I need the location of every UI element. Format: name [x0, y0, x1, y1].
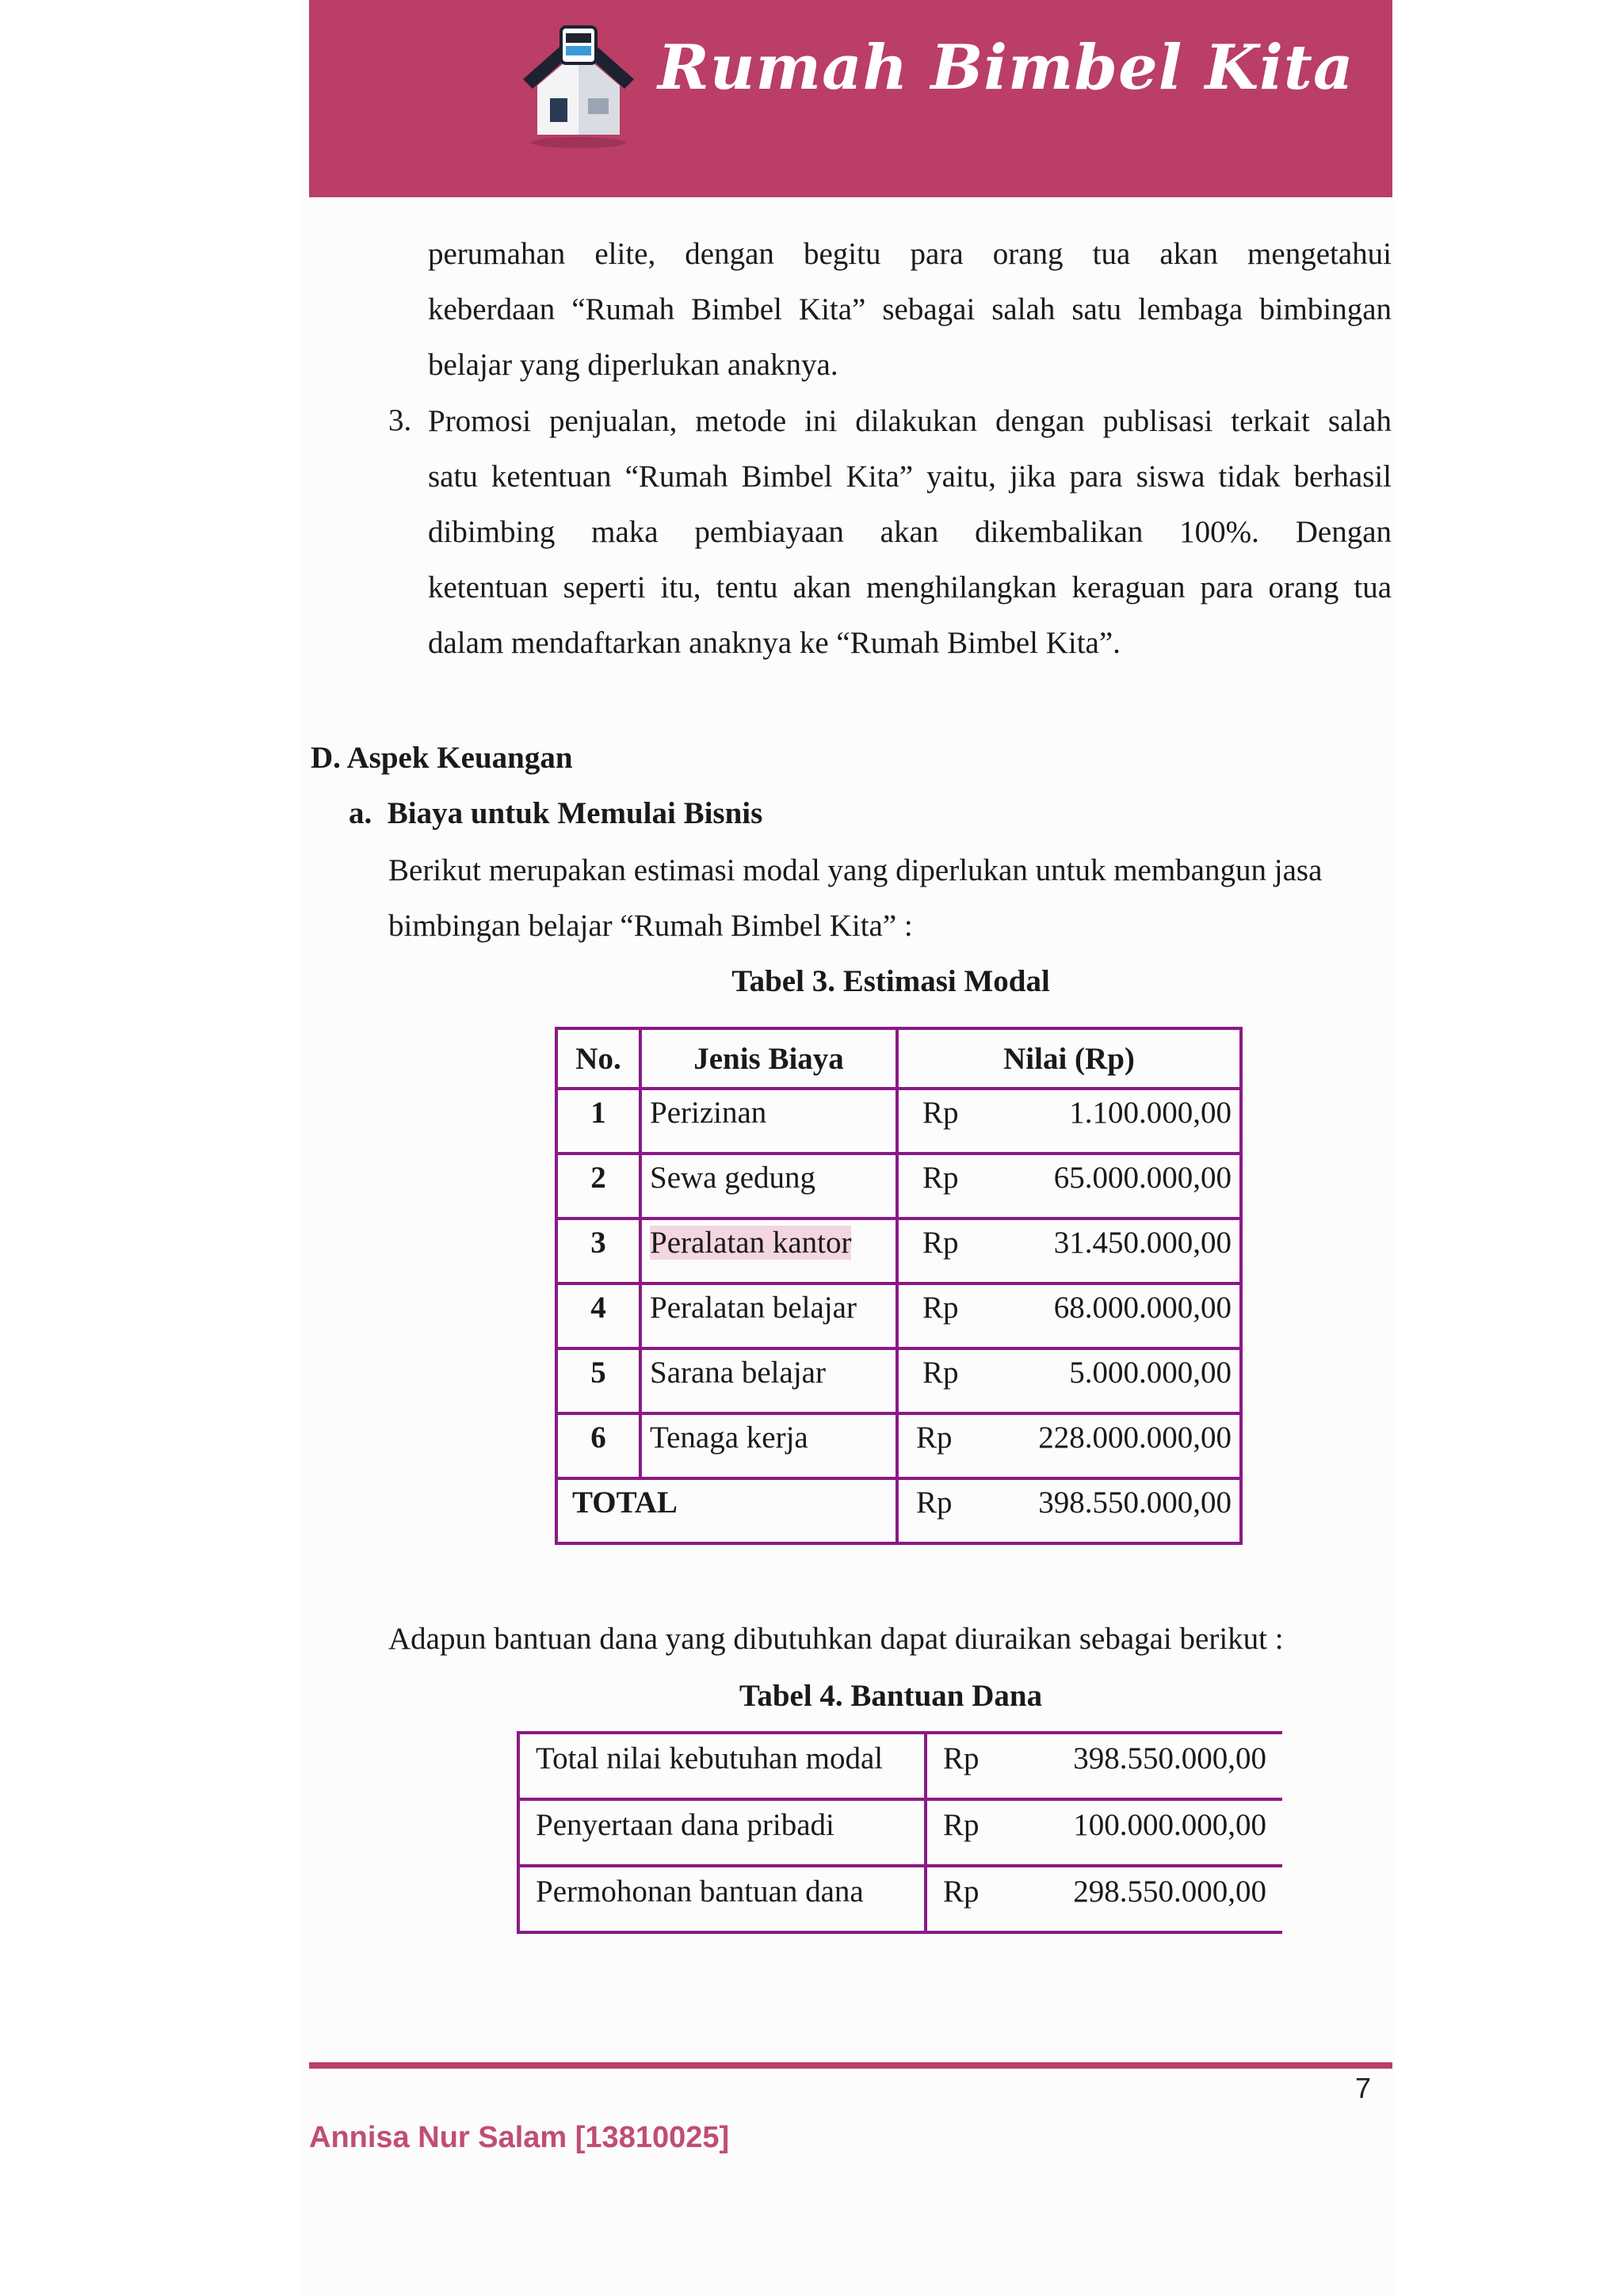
- row-number: 3: [556, 1219, 640, 1283]
- table-row: [556, 1413, 1241, 1478]
- amount: 100.000.000,00: [1073, 1808, 1266, 1842]
- table-row: [556, 1154, 1241, 1219]
- brand-title: Rumah Bimbel Kita: [658, 32, 1354, 104]
- author-name: Annisa Nur Salam [13810025]: [309, 2121, 730, 2154]
- row-jenis-text: Perizinan: [650, 1096, 767, 1130]
- table-header-row: [556, 1028, 1241, 1089]
- paragraph-line: ketentuan seperti itu, tentu akan menghilangkan keraguan para orang tua: [428, 570, 1392, 605]
- page-number: 7: [1355, 2072, 1372, 2104]
- table4-intro: Adapun bantuan dana yang dibutuhkan dapat diuraikan sebagai berikut :: [388, 1622, 1284, 1656]
- house-logo-icon: [515, 16, 642, 151]
- paragraph-line: satu ketentuan “Rumah Bimbel Kita” yaitu, jika para siswa tidak berhasil: [428, 460, 1392, 494]
- total-nilai: [897, 1478, 1241, 1543]
- row-nilai: [897, 1283, 1241, 1348]
- paragraph-line: Promosi penjualan, metode ini dilakukan dengan publisasi terkait salah: [428, 404, 1392, 438]
- estimasi-modal-table: [555, 1027, 1243, 1545]
- row-jenis-text: Sewa gedung: [650, 1161, 816, 1195]
- row-number: 1: [556, 1089, 640, 1154]
- table-row: [518, 1733, 1282, 1799]
- table-row: [556, 1219, 1241, 1283]
- subsection-heading: a. Biaya untuk Memulai Bisnis: [349, 796, 763, 830]
- row-jenis: [640, 1283, 897, 1348]
- currency-label: Rp: [916, 1486, 953, 1520]
- amount: 5.000.000,00: [1069, 1356, 1232, 1390]
- total-label: TOTAL: [556, 1478, 897, 1543]
- table4-caption: Tabel 4. Bantuan Dana: [739, 1679, 1043, 1713]
- intro-line: bimbingan belajar “Rumah Bimbel Kita” :: [388, 909, 913, 943]
- row-label: Penyertaan dana pribadi: [518, 1799, 926, 1866]
- currency-label: Rp: [943, 1741, 980, 1775]
- header-nilai: Nilai (Rp): [897, 1028, 1241, 1089]
- row-jenis-text: Peralatan kantor: [650, 1226, 852, 1260]
- header-no: No.: [556, 1028, 640, 1089]
- paragraph-line: perumahan elite, dengan begitu para orang tua akan mengetahui: [428, 237, 1392, 271]
- currency-label: Rp: [922, 1226, 959, 1260]
- continuation-paragraph: [428, 227, 1392, 393]
- row-jenis-text: Sarana belajar: [650, 1356, 826, 1390]
- list-number: 3.: [388, 403, 412, 437]
- row-nilai: [926, 1799, 1282, 1866]
- amount: 1.100.000,00: [1069, 1096, 1232, 1130]
- header-jenis-biaya: Jenis Biaya: [640, 1028, 897, 1089]
- row-jenis: [640, 1219, 897, 1283]
- currency-label: Rp: [922, 1161, 959, 1195]
- row-nilai: [926, 1733, 1282, 1799]
- currency-label: Rp: [943, 1875, 980, 1909]
- total-amount: 398.550.000,00: [1038, 1486, 1232, 1520]
- amount: 228.000.000,00: [1038, 1421, 1232, 1455]
- row-number: 2: [556, 1154, 640, 1219]
- row-number: 6: [556, 1413, 640, 1478]
- bantuan-dana-table: [517, 1731, 1282, 1934]
- paragraph-line: dalam mendaftarkan anaknya ke “Rumah Bimbel Kita”.: [428, 626, 1121, 660]
- footer-divider: [309, 2062, 1392, 2069]
- paragraph-line: keberdaan “Rumah Bimbel Kita” sebagai salah satu lembaga bimbingan: [428, 292, 1392, 326]
- currency-label: Rp: [943, 1808, 980, 1842]
- section-heading: D. Aspek Keuangan: [311, 741, 573, 775]
- row-jenis: [640, 1413, 897, 1478]
- amount: 298.550.000,00: [1073, 1875, 1266, 1909]
- table-row: [518, 1799, 1282, 1866]
- currency-label: Rp: [916, 1421, 953, 1455]
- amount: 398.550.000,00: [1073, 1741, 1266, 1775]
- row-number: 4: [556, 1283, 640, 1348]
- paragraph-line: dibimbing maka pembiayaan akan dikembalikan 100%. Dengan: [428, 515, 1392, 549]
- table-row: [556, 1348, 1241, 1413]
- table3-caption: Tabel 3. Estimasi Modal: [731, 964, 1050, 998]
- currency-label: Rp: [922, 1096, 959, 1130]
- table-row: [556, 1283, 1241, 1348]
- row-nilai: [897, 1154, 1241, 1219]
- row-nilai: [926, 1866, 1282, 1932]
- row-number: 5: [556, 1348, 640, 1413]
- currency-label: Rp: [922, 1291, 959, 1325]
- row-jenis: [640, 1154, 897, 1219]
- row-jenis-text: Tenaga kerja: [650, 1421, 808, 1455]
- intro-line: Berikut merupakan estimasi modal yang diperlukan untuk membangun jasa: [388, 853, 1323, 887]
- table-row: [518, 1866, 1282, 1932]
- list-item-paragraph: [428, 394, 1392, 671]
- row-jenis: [640, 1089, 897, 1154]
- table-row: [556, 1089, 1241, 1154]
- table-total-row: [556, 1478, 1241, 1543]
- row-nilai: [897, 1348, 1241, 1413]
- amount: 68.000.000,00: [1053, 1291, 1232, 1325]
- amount: 31.450.000,00: [1053, 1226, 1232, 1260]
- paragraph-line: belajar yang diperlukan anaknya.: [428, 348, 838, 382]
- row-label: Permohonan bantuan dana: [518, 1866, 926, 1932]
- row-jenis: [640, 1348, 897, 1413]
- row-jenis-text: Peralatan belajar: [650, 1291, 857, 1325]
- currency-label: Rp: [922, 1356, 959, 1390]
- row-nilai: [897, 1413, 1241, 1478]
- row-nilai: [897, 1219, 1241, 1283]
- row-nilai: [897, 1089, 1241, 1154]
- amount: 65.000.000,00: [1053, 1161, 1232, 1195]
- row-label: Total nilai kebutuhan modal: [518, 1733, 926, 1799]
